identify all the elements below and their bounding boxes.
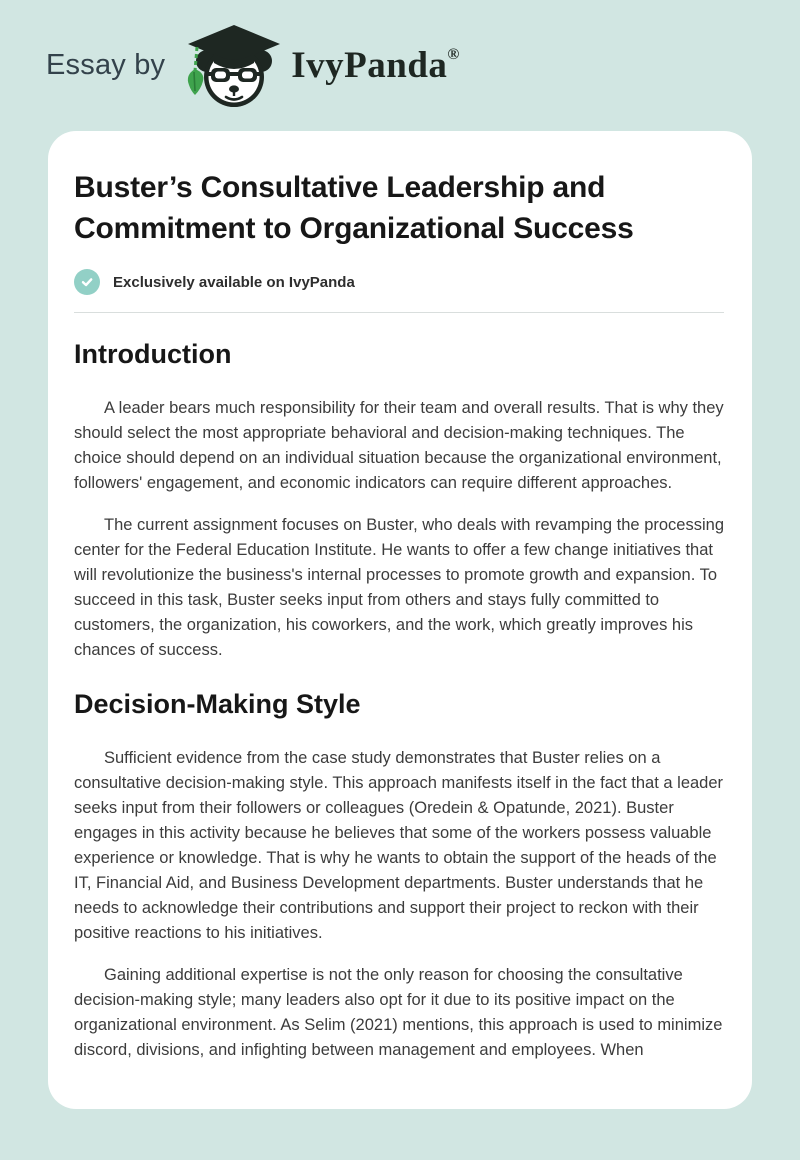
check-circle-icon [74,269,100,295]
site-header [0,0,800,131]
section-heading: Introduction [74,339,232,369]
brand-name: IvyPanda® [291,45,460,86]
paragraph: The current assignment focuses on Buster, who deals with revamping the processing center for the Federal Education Institute. He wants to offer a few change initiatives that will revolutionize the business's internal processes to promote growth and expansion. To succeed in this task, Buster seeks input from others and stays fully committed to customers, the organization, his coworkers, and the work, which greatly improves his chances of success. [74,516,724,659]
section-introduction [74,337,724,663]
ivypanda-logo-link[interactable] [181,23,460,109]
section-decision-making-style [74,687,724,1063]
paragraph: A leader bears much responsibility for their team and overall results. That is why they should select the most appropriate behavioral and decision-making techniques. The choice should depend on an individual situation because the organizational environment, followers' engagement, and economic indicators can require different approaches. [74,399,724,492]
exclusive-badge [74,269,724,295]
registered-mark: ® [447,46,460,63]
badge-label: Exclusively available on IvyPanda [113,273,355,291]
paragraph: Sufficient evidence from the case study demonstrates that Buster relies on a consultative decision-making style. This approach manifests itself in the fact that a leader seeks input from their followers or colleagues (Oredein & Opatunde, 2021). Buster engages in this activity because he believes that some of the workers possess valuable experience or knowledge. That is why he wants to obtain the support of the heads of the IT, Financial Aid, and Business Development departments. Buster understands that he needs to acknowledge their contributions and support their project to reckon with their positive reactions to his initiatives. [74,749,724,942]
section-heading: Decision-Making Style [74,689,361,719]
divider [74,312,724,313]
page-title: Buster’s Consultative Leadership and Commitment to Organizational Success [74,171,634,245]
paragraph: Gaining additional expertise is not the only reason for choosing the consultative decision-making style; many leaders also opt for it due to its positive impact on the organizational environment. As Selim (2021) mentions, this approach is used to minimize discord, divisions, and infighting between management and employees. When [74,966,723,1059]
panda-logo-icon [181,23,291,109]
essay-card [48,131,752,1109]
essay-by-label: Essay by [46,49,166,81]
